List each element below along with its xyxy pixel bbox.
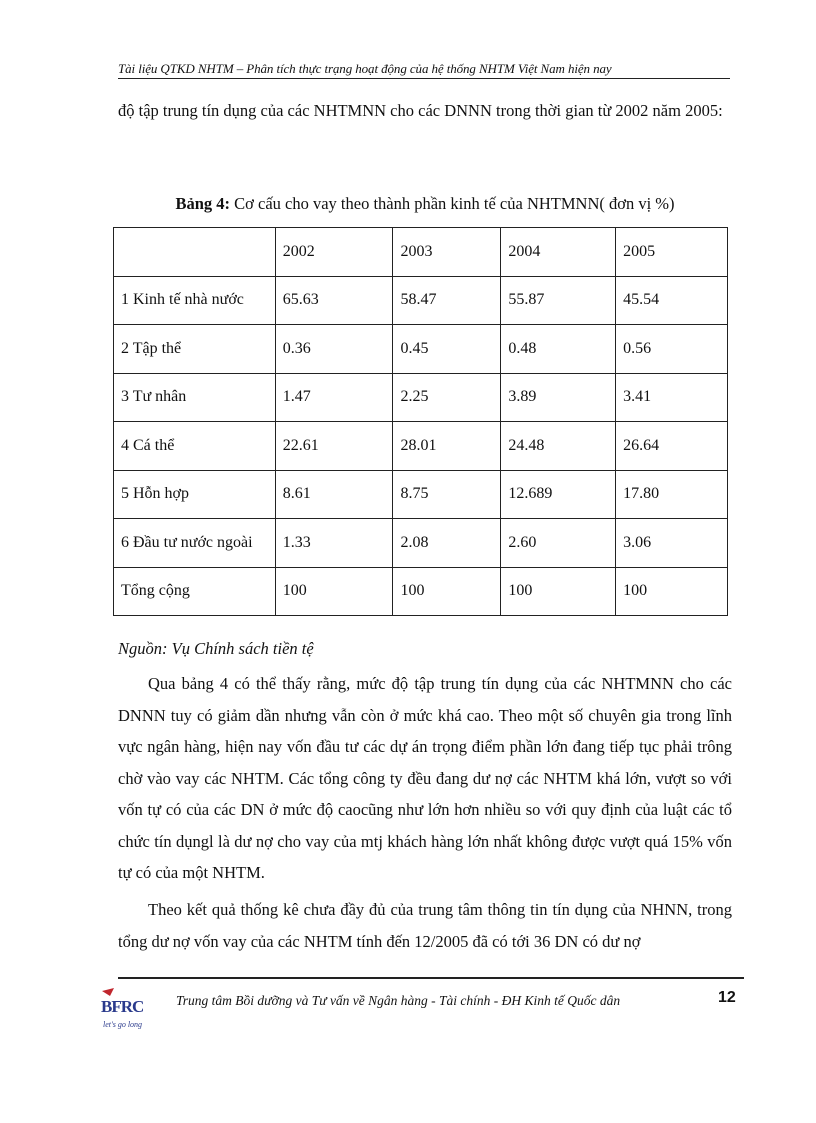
table-cell: 24.48 (501, 422, 616, 471)
table-header-cell: 2004 (501, 228, 616, 277)
table-cell: 2.60 (501, 519, 616, 568)
logo-wordmark: BFRC (101, 997, 144, 1016)
body-paragraph: Theo kết quả thống kê chưa đầy đủ của trung tâm thông tin tín dụng của NHNN, trong tổng dư nợ vốn vay của các NHTM tính đến 12/2005 đã có tới 36 DN có dư nợ (118, 900, 732, 951)
intro-paragraph: độ tập trung tín dụng của các NHTMNN cho các DNNN trong thời gian từ 2002 năm 2005: (118, 101, 723, 120)
table-cell: 0.45 (393, 325, 501, 374)
table-caption-text: Cơ cấu cho vay theo thành phần kinh tế của NHTMNN( đơn vị %) (230, 194, 675, 213)
table-cell: 12.689 (501, 470, 616, 519)
table-cell: 0.48 (501, 325, 616, 374)
table-cell: 100 (501, 567, 616, 616)
table-cell: 100 (616, 567, 728, 616)
table-cell: 3 Tư nhân (114, 373, 276, 422)
table-header-cell: 2005 (616, 228, 728, 277)
table-row (114, 373, 728, 422)
table-cell: 2 Tập thể (114, 325, 276, 374)
table-cell: 65.63 (275, 276, 393, 325)
logo-flag-mark (102, 988, 114, 996)
credit-structure-table (113, 227, 728, 616)
table-cell: 2.08 (393, 519, 501, 568)
table-cell: 8.75 (393, 470, 501, 519)
table-cell: 45.54 (616, 276, 728, 325)
table-caption (118, 194, 732, 214)
table-header-cell: 2002 (275, 228, 393, 277)
table-cell: 3.89 (501, 373, 616, 422)
table-cell: 0.36 (275, 325, 393, 374)
table-cell: 4 Cá thể (114, 422, 276, 471)
table-cell: 3.41 (616, 373, 728, 422)
table-cell: 5 Hỗn hợp (114, 470, 276, 519)
table-cell: 26.64 (616, 422, 728, 471)
footer-divider (118, 977, 744, 979)
table-row (114, 276, 728, 325)
table-row (114, 519, 728, 568)
table-cell: 2.25 (393, 373, 501, 422)
table-row (114, 422, 728, 471)
table-cell: 100 (275, 567, 393, 616)
footer-text: Trung tâm Bồi dưỡng và Tư vấn về Ngân hàng - Tài chính - ĐH Kinh tế Quốc dân (176, 993, 621, 1008)
table-cell: 58.47 (393, 276, 501, 325)
table-caption-label: Bảng 4: (175, 194, 231, 213)
table-cell: Tổng cộng (114, 567, 276, 616)
table-row (114, 325, 728, 374)
table-header-cell (114, 228, 276, 277)
table-cell: 28.01 (393, 422, 501, 471)
body-paragraph: Qua bảng 4 có thể thấy rằng, mức độ tập trung tín dụng của các NHTMNN cho các DNNN tuy có giảm dần nhưng vẫn còn ở mức khá cao. Theo một số chuyên gia trong lĩnh vực ngân hàng, hiện nay vốn đầu tư các dự án trọng điểm phần lớn đang tiếp tục phải trông chờ vào vay các NHTM. Các tổng công ty đều đang dư nợ các NHTM khá lớn, vượt so với vốn tự có của các DN ở mức độ caocũng như lớn hơn nhiều so với quy định của luật các tổ chức tín dụngl là dư nợ cho vay của mtj khách hàng lớn nhất không được vượt quá 15% vốn tự có của một NHTM. (118, 674, 732, 882)
page-number: 12 (718, 989, 736, 1006)
table-cell: 22.61 (275, 422, 393, 471)
table-cell: 8.61 (275, 470, 393, 519)
table-cell: 1.33 (275, 519, 393, 568)
table-cell: 3.06 (616, 519, 728, 568)
table-cell: 1.47 (275, 373, 393, 422)
table-cell: 55.87 (501, 276, 616, 325)
table-row (114, 470, 728, 519)
logo-tagline: let's go long (103, 1020, 143, 1029)
table-header-row (114, 228, 728, 277)
table-cell: 1 Kinh tế nhà nước (114, 276, 276, 325)
table-header-cell: 2003 (393, 228, 501, 277)
table-cell: 0.56 (616, 325, 728, 374)
bfrc-logo (100, 987, 150, 1032)
table-cell: 6 Đầu tư nước ngoài (114, 519, 276, 568)
table-total-row (114, 567, 728, 616)
running-header: Tài liệu QTKD NHTM – Phân tích thực trạng hoạt động của hệ thống NHTM Việt Nam hiện nay (118, 61, 730, 79)
table-cell: 100 (393, 567, 501, 616)
table-cell: 17.80 (616, 470, 728, 519)
source-note: Nguồn: Vụ Chính sách tiền tệ (118, 639, 314, 658)
